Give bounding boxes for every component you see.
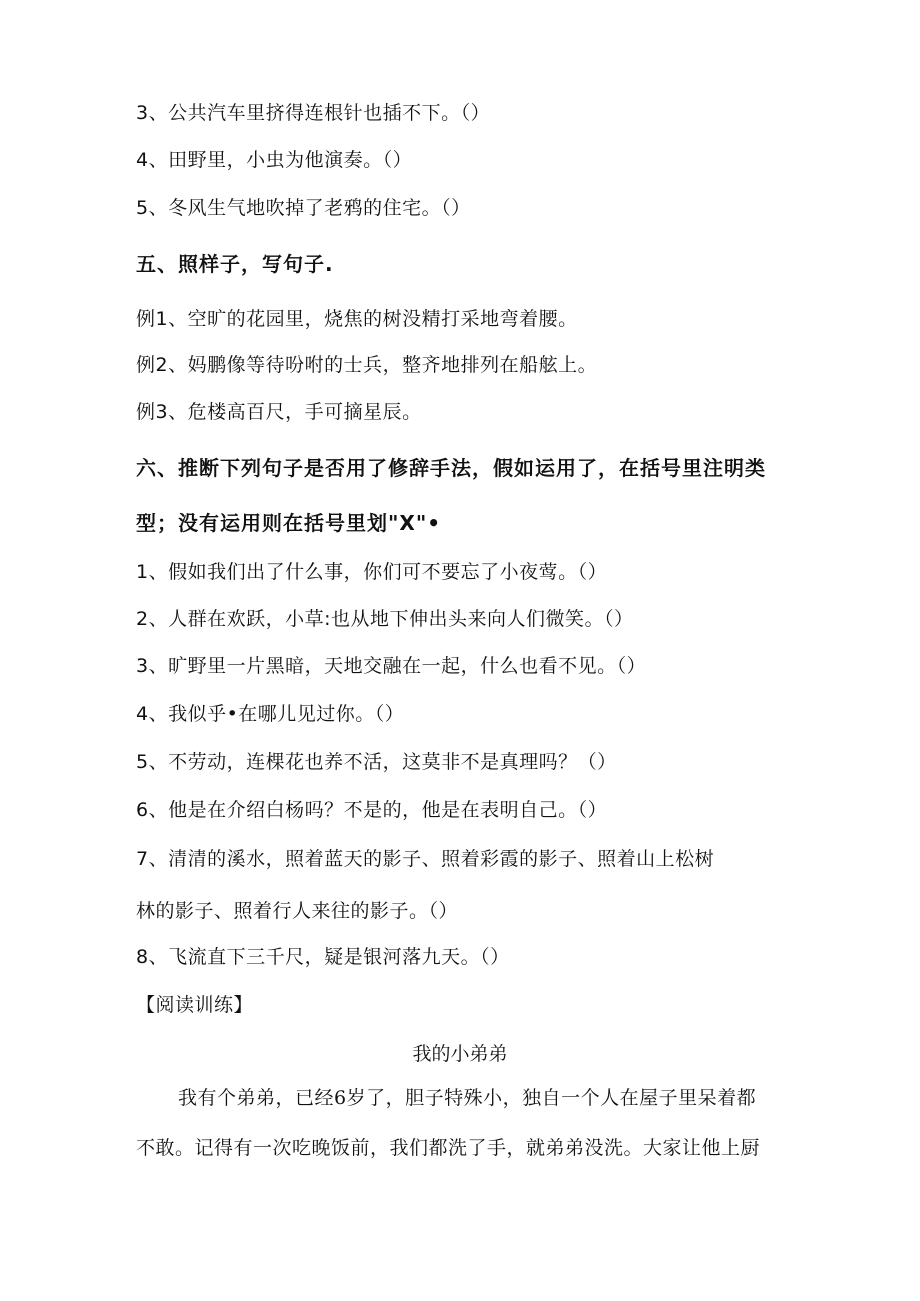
question-6-8: 8、飞流直下三千尺，疑是银河落九天。（） (136, 946, 510, 968)
example-2: 例2、妈鹏像等待吩咐的士兵，整齐地排列在船舷上。 (136, 354, 598, 376)
question-6-7-line-2: 林的影子、照着行人来往的影子。（） (136, 900, 459, 922)
question-4-3: 3、公共汽车里挤得连根针也插不下。（） (136, 102, 491, 124)
question-6-4: 4、我似乎•在哪儿见过你。（） (136, 703, 405, 725)
story-paragraph-line-1: 我有个弟弟，已经6岁了，胆子特殊小，独自一个人在屋子里呆着都 (178, 1087, 757, 1109)
reading-training-label: 【阅读训练】 (136, 994, 254, 1016)
question-6-7-line-1: 7、清清的溪水，照着蓝天的影子、照着彩霞的影子、照着山上松树 (136, 848, 715, 870)
example-1: 例1、空旷的花园里，烧焦的树没精打采地弯着腰。 (136, 308, 578, 330)
section-5-heading: 五、照样子，写句子. (136, 252, 334, 276)
section-6-heading-line-1: 六、推断下列句子是否用了修辞手法，假如运用了，在括号里注明类 (136, 456, 766, 480)
story-paragraph-line-2: 不敢。记得有一次吃晚饭前，我们都洗了手，就弟弟没洗。大家让他上厨 (136, 1137, 761, 1159)
section-6-heading-line-2: 型；没有运用则在括号里划"X"• (136, 511, 442, 535)
example-3: 例3、危楼高百尺，手可摘星辰。 (136, 401, 422, 423)
story-title: 我的小弟弟 (412, 1043, 508, 1065)
question-6-6: 6、他是在介绍白杨吗？不是的，他是在表明自己。（） (136, 799, 608, 821)
question-4-5: 5、冬风生气地吹掉了老鸦的住宅。（） (136, 197, 471, 219)
question-6-5: 5、不劳动，连棵花也养不活，这莫非不是真理吗？（） (136, 751, 617, 773)
question-4-4: 4、田野里，小虫为他演奏。（） (136, 149, 413, 171)
question-6-3: 3、旷野里一片黑暗，天地交融在一起，什么也看不见。（） (136, 655, 647, 677)
question-6-2: 2、人群在欢跃，小草:也从地下伸出头来向人们微笑。（） (136, 608, 634, 630)
question-6-1: 1、假如我们出了什么事，你们可不要忘了小夜莺。（） (136, 561, 608, 583)
